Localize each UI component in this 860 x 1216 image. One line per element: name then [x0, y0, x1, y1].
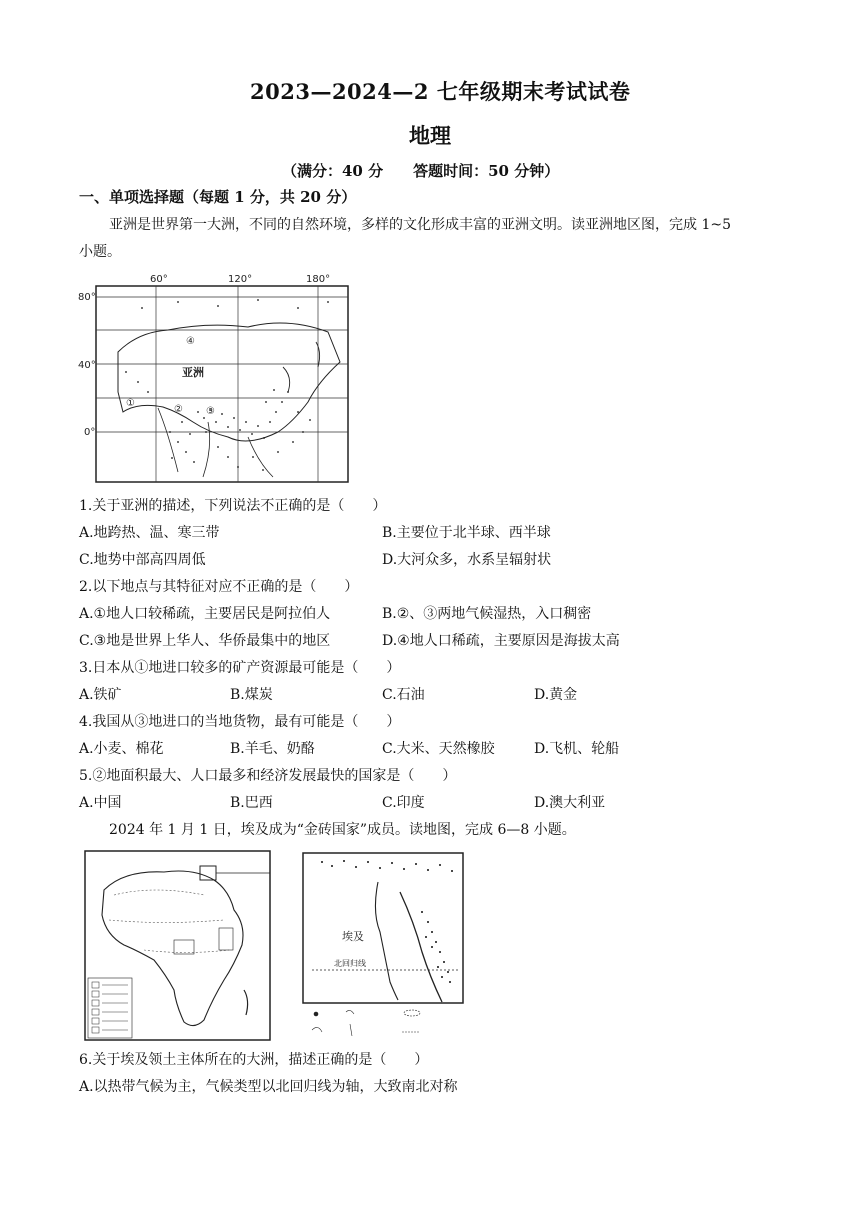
egypt-detail-map — [302, 852, 466, 1044]
question-6-stem: 6.关于埃及领土主体所在的大洲，描述正确的是（ ） — [79, 1052, 429, 1068]
asia-map — [78, 272, 350, 484]
exam-meta: （满分：40 分 答题时间：50 分钟） — [282, 162, 560, 180]
tropic-label: 北回归线 — [334, 959, 366, 968]
section-intro-line2: 小题。 — [79, 244, 121, 260]
question-5-stem: 5.②地面积最大、人口最多和经济发展最快的国家是（ ） — [79, 768, 457, 784]
question-3-option-a: A.铁矿 — [79, 687, 122, 703]
question-2-option-c: C.③地是世界上华人、华侨最集中的地区 — [79, 633, 331, 649]
section-heading: 一、单项选择题（每题 1 分，共 20 分） — [79, 188, 357, 206]
question-4-stem: 4.我国从③地进口的当地货物，最有可能是（ ） — [79, 714, 401, 730]
question-5-option-a: A.中国 — [79, 795, 122, 811]
question-3-option-d: D.黄金 — [534, 687, 578, 703]
question-3-stem: 3.日本从①地进口较多的矿产资源最可能是（ ） — [79, 660, 401, 676]
question-1-option-b: B.主要位于北半球、西半球 — [382, 525, 551, 541]
question-5-option-d: D.澳大利亚 — [534, 795, 606, 811]
question-5-option-b: B.巴西 — [230, 795, 273, 811]
question-2-stem: 2.以下地点与其特征对应不正确的是（ ） — [79, 579, 359, 595]
marker-3: ③ — [206, 406, 215, 417]
question-5-option-c: C.印度 — [382, 795, 425, 811]
lat-label-80: 80° — [78, 292, 96, 303]
question-4-option-a: A.小麦、棉花 — [79, 741, 164, 757]
marker-1: ① — [126, 398, 135, 409]
lon-label-60: 60° — [150, 274, 168, 285]
question-6-option-a: A.以热带气候为主，气候类型以北回归线为轴，大致南北对称 — [79, 1079, 458, 1095]
question-2-option-a: A.①地人口较稀疏，主要居民是阿拉伯人 — [79, 606, 331, 622]
question-3-option-b: B.煤炭 — [230, 687, 273, 703]
question-4-option-c: C.大米、天然橡胶 — [382, 741, 495, 757]
lon-label-120: 120° — [228, 274, 253, 285]
marker-2: ② — [174, 404, 183, 415]
question-2-option-b: B.②、③两地气候湿热，入口稠密 — [382, 606, 592, 622]
lat-label-40: 40° — [78, 360, 96, 371]
marker-4: ④ — [186, 336, 195, 347]
question-2-option-d: D.④地人口稀疏，主要原因是海拔太高 — [382, 633, 620, 649]
section-intro-line1: 亚洲是世界第一大洲，不同的自然环境，多样的文化形成丰富的亚洲文明。读亚洲地区图，完成 1~5 — [109, 217, 731, 233]
asia-region-label: 亚洲 — [182, 366, 204, 379]
section2-intro: 2024 年 1 月 1 日，埃及成为“金砖国家”成员。读地图，完成 6—8 小题。 — [109, 822, 576, 838]
exam-title: 2023—2024—2 七年级期末考试试卷 — [250, 79, 631, 104]
question-1-option-a: A.地跨热、温、寒三带 — [79, 525, 220, 541]
lat-label-0: 0° — [84, 427, 96, 438]
question-3-option-c: C.石油 — [382, 687, 425, 703]
question-1-option-d: D.大河众多，水系呈辐射状 — [382, 552, 552, 568]
question-1-option-c: C.地势中部高四周低 — [79, 552, 206, 568]
question-1-stem: 1.关于亚洲的描述，下列说法不正确的是（ ） — [79, 498, 387, 514]
egypt-country-label: 埃及 — [342, 930, 364, 943]
lon-label-180: 180° — [306, 274, 331, 285]
question-4-option-d: D.飞机、轮船 — [534, 741, 620, 757]
question-4-option-b: B.羊毛、奶酪 — [230, 741, 315, 757]
subject-title: 地理 — [409, 123, 451, 148]
africa-climate-map — [84, 850, 272, 1042]
